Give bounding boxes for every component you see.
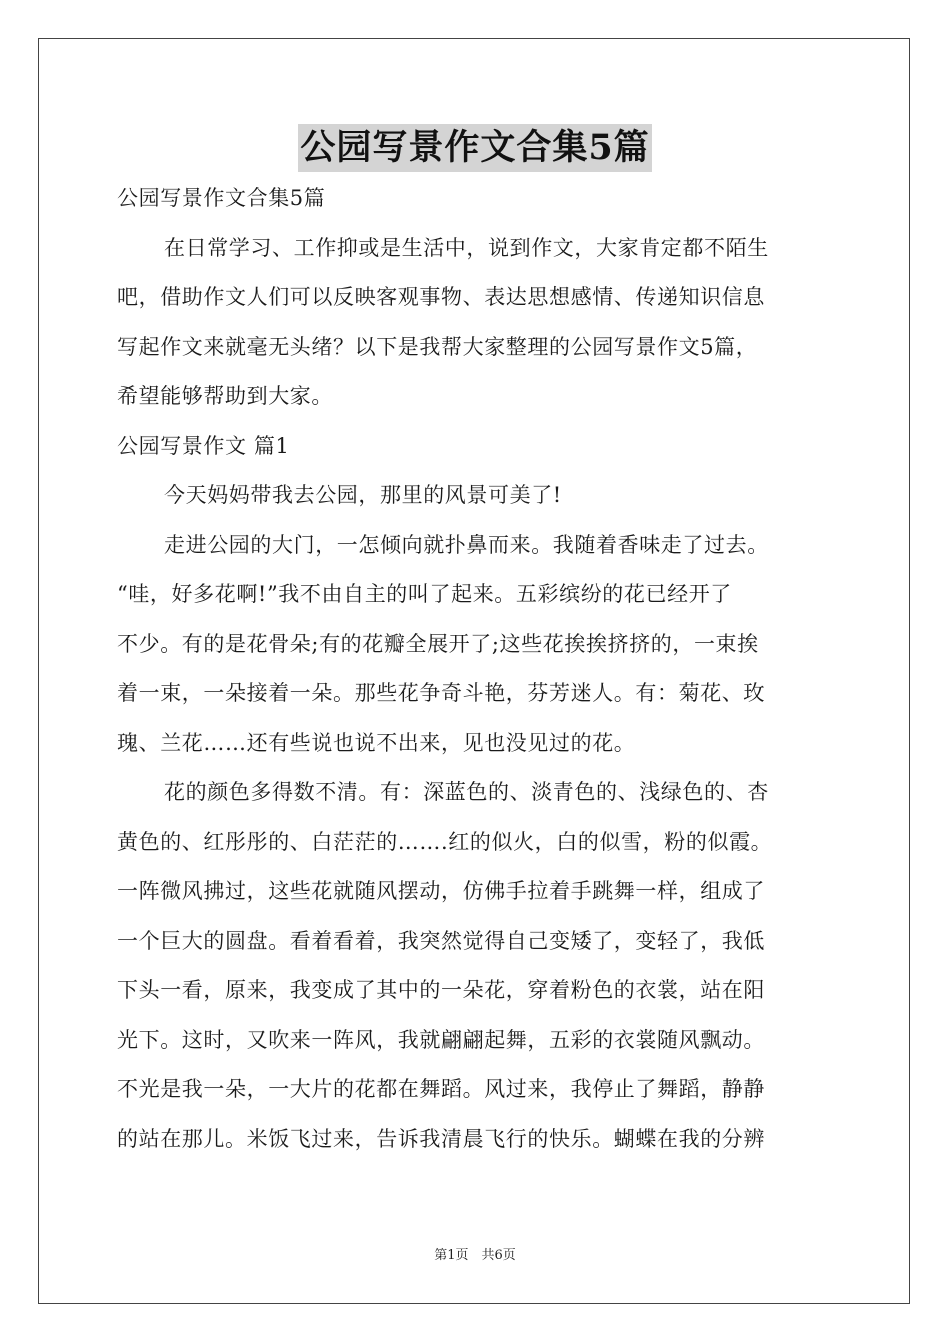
paragraph-line: 一阵微风拂过，这些花就随风摆动，仿佛手拉着手跳舞一样，组成了 [117,879,765,903]
paragraph-line: 不少。有的是花骨朵;有的花瓣全展开了;这些花挨挨挤挤的，一束挨 [117,631,759,656]
paragraph-line: 吧，借助作文人们可以反映客观事物、表达思想感情、传递知识信息 [117,285,765,309]
paragraph-line: 一个巨大的圆盘。看着看着，我突然觉得自己变矮了，变轻了，我低 [117,928,765,953]
paragraph-line: 在日常学习、工作抑或是生活中，说到作文，大家肯定都不陌生 [164,235,769,260]
paragraph-line: 下头一看，原来，我变成了其中的一朵花，穿着粉色的衣裳，站在阳 [117,978,765,1002]
paragraph-line: 写起作文来就毫无头绪？以下是我帮大家整理的公园写景作文5篇， [117,334,758,359]
document-body [117,174,839,1164]
paragraph-line: 的站在那儿。米饭飞过来，告诉我清晨飞行的快乐。蝴蝶在我的分辨 [117,1126,765,1151]
paragraph-line: “哇，好多花啊!”我不由自主的叫了起来。五彩缤纷的花已经开了 [117,582,732,606]
paragraph-line: 希望能够帮助到大家。 [117,384,333,408]
paragraph-line: 今天妈妈带我去公园，那里的风景可美了! [164,483,562,507]
paragraph-line: 黄色的、红彤彤的、白茫茫的…….红的似火，白的似雪，粉的似霞。 [117,829,773,854]
paragraph-line: 走进公园的大门，一怎倾向就扑鼻而来。我随着香味走了过去。 [164,532,769,557]
section-heading: 公园写景作文 篇1 [117,433,290,458]
paragraph-line: 不光是我一朵，一大片的花都在舞蹈。风过来，我停止了舞蹈，静静 [117,1077,765,1101]
page-footer: 第1页 共6页 [434,1248,516,1263]
subtitle-line: 公园写景作文合集5篇 [117,186,326,210]
paragraph-line: 瑰、兰花……还有些说也说不出来，见也没见过的花。 [117,730,636,755]
title-container [0,124,950,172]
paragraph-line: 花的颜色多得数不清。有：深蓝色的、淡青色的、浅绿色的、杏 [164,780,769,804]
paragraph-line: 光下。这时，又吹来一阵风，我就翩翩起舞，五彩的衣裳随风飘动。 [117,1027,765,1052]
paragraph-line: 着一束，一朵接着一朵。那些花争奇斗艳，芬芳迷人。有：菊花、玫 [117,681,765,705]
document-title: 公园写景作文合集5篇 [298,124,651,172]
